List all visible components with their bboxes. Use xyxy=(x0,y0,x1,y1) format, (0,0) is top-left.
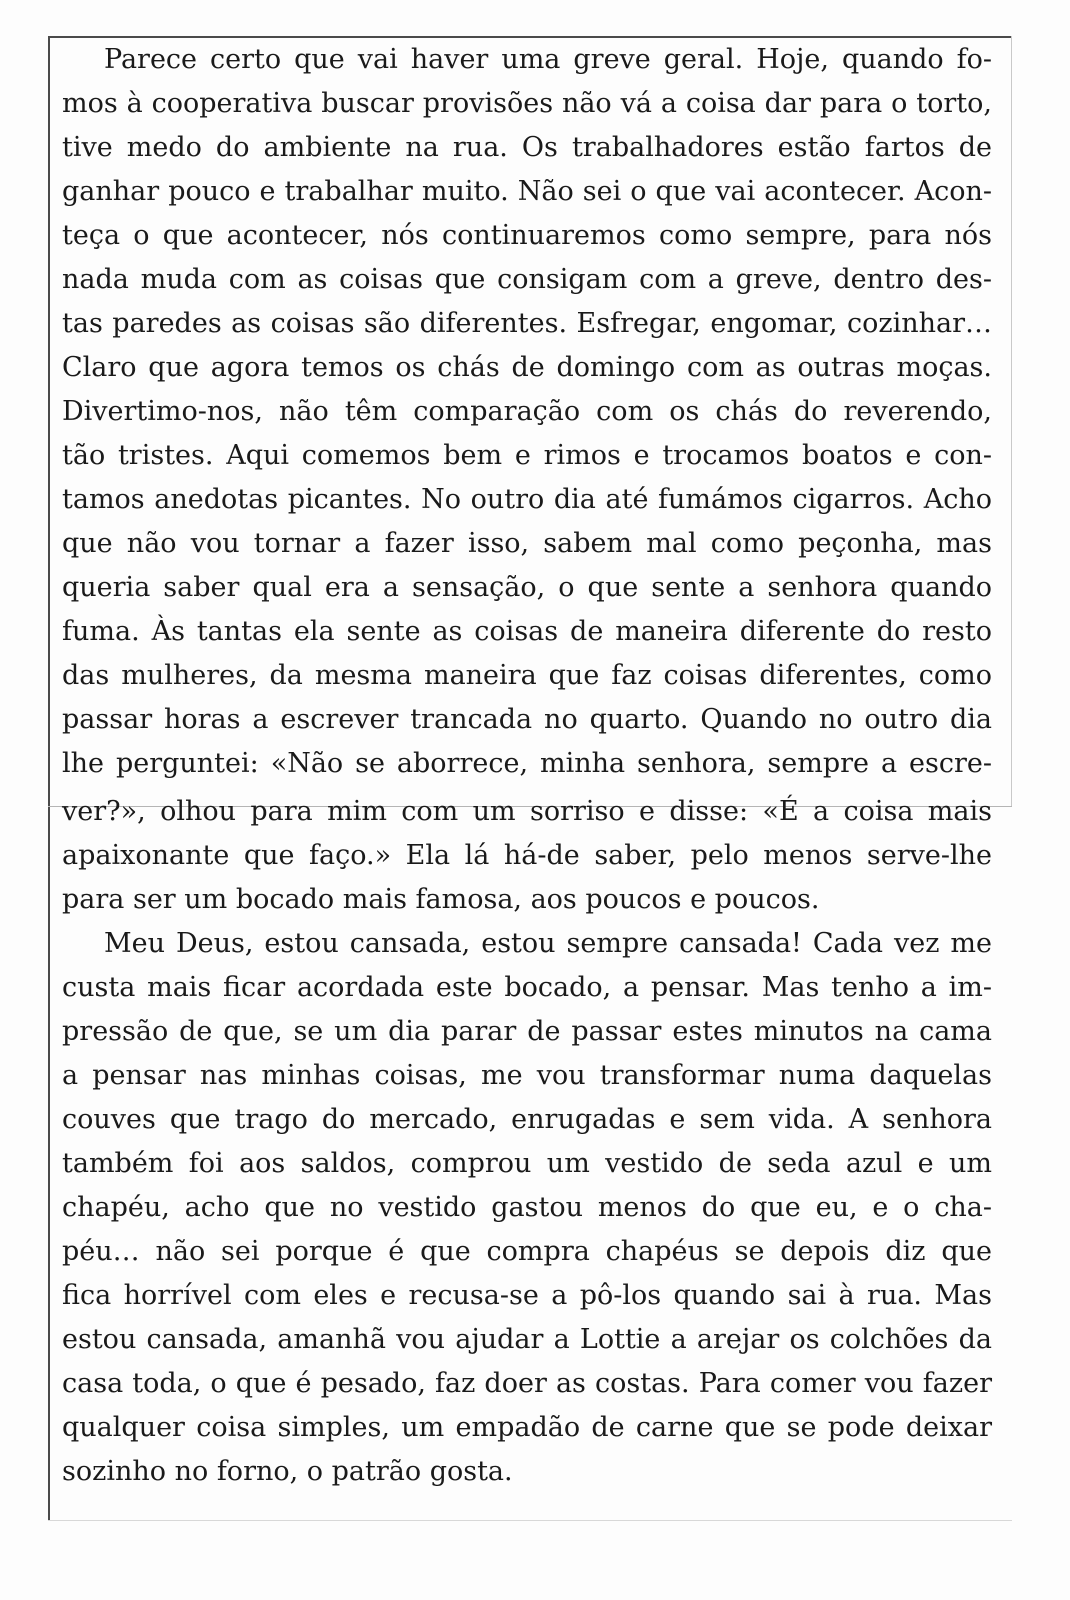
page-border-left xyxy=(48,36,50,1520)
text-line: queria saber qual era a sensação, o que sente a senhora quando xyxy=(62,572,992,603)
text-line: apaixonante que faço.» Ela lá há-de saber, pelo menos serve-lhe xyxy=(62,840,992,871)
text-line: passar horas a escrever trancada no quarto. Quando no outro dia xyxy=(62,704,992,735)
text-line: mos à cooperativa buscar provisões não vá a coisa dar para o torto, xyxy=(62,88,992,119)
text-line: qualquer coisa simples, um empadão de carne que se pode deixar xyxy=(62,1412,992,1443)
text-line: sozinho no forno, o patrão gosta. xyxy=(62,1456,513,1487)
text-line: lhe perguntei: «Não se aborrece, minha senhora, sempre a escre- xyxy=(62,748,992,779)
paragraph-1-lower xyxy=(62,790,992,922)
text-line: também foi aos saldos, comprou um vestido de seda azul e um xyxy=(62,1148,992,1179)
text-line: para ser um bocado mais famosa, aos poucos e poucos. xyxy=(62,884,820,915)
text-line: custa mais ficar acordada este bocado, a pensar. Mas tenho a im- xyxy=(62,972,992,1003)
text-line: que não vou tornar a fazer isso, sabem mal como peçonha, mas xyxy=(62,528,992,559)
text-line: nada muda com as coisas que consigam com a greve, dentro des- xyxy=(62,264,992,295)
text-line: estou cansada, amanhã vou ajudar a Lottie a arejar os colchões da xyxy=(62,1324,992,1355)
text-line: couves que trago do mercado, enrugadas e sem vida. A senhora xyxy=(62,1104,992,1135)
text-line: Meu Deus, estou cansada, estou sempre cansada! Cada vez me xyxy=(104,928,992,959)
text-line: tas paredes as coisas são diferentes. Esfregar, engomar, cozinhar… xyxy=(62,308,992,339)
paragraph-2 xyxy=(62,922,992,1494)
text-line: Claro que agora temos os chás de domingo com as outras moças. xyxy=(62,352,992,383)
text-line: ganhar pouco e trabalhar muito. Não sei o que vai acontecer. Acon- xyxy=(62,176,992,207)
text-line: tamos anedotas picantes. No outro dia até fumámos cigarros. Acho xyxy=(62,484,992,515)
text-line: casa toda, o que é pesado, faz doer as costas. Para comer vou fazer xyxy=(62,1368,992,1399)
text-line: fica horrível com eles e recusa-se a pô-los quando sai à rua. Mas xyxy=(62,1280,992,1311)
text-line: pressão de que, se um dia parar de passar estes minutos na cama xyxy=(62,1016,992,1047)
text-line: ver?», olhou para mim com um sorriso e disse: «É a coisa mais xyxy=(62,796,992,827)
text-line: tão tristes. Aqui comemos bem e rimos e trocamos boatos e con- xyxy=(62,440,992,471)
text-line: Divertimo-nos, não têm comparação com os chás do reverendo, xyxy=(62,396,992,427)
text-line: chapéu, acho que no vestido gastou menos do que eu, e o cha- xyxy=(62,1192,992,1223)
paragraph-1-upper xyxy=(62,38,992,786)
text-line: tive medo do ambiente na rua. Os trabalhadores estão fartos de xyxy=(62,132,992,163)
page-border-bottom xyxy=(48,1520,1012,1521)
text-line: a pensar nas minhas coisas, me vou transformar numa daquelas xyxy=(62,1060,992,1091)
text-line: péu… não sei porque é que compra chapéus se depois diz que xyxy=(62,1236,992,1267)
page-border-right xyxy=(1011,36,1012,806)
text-line: fuma. Às tantas ela sente as coisas de maneira diferente do resto xyxy=(62,616,992,647)
text-line: teça o que acontecer, nós continuaremos como sempre, para nós xyxy=(62,220,992,251)
text-line: Parece certo que vai haver uma greve geral. Hoje, quando fo- xyxy=(104,44,992,75)
text-line: das mulheres, da mesma maneira que faz coisas diferentes, como xyxy=(62,660,992,691)
